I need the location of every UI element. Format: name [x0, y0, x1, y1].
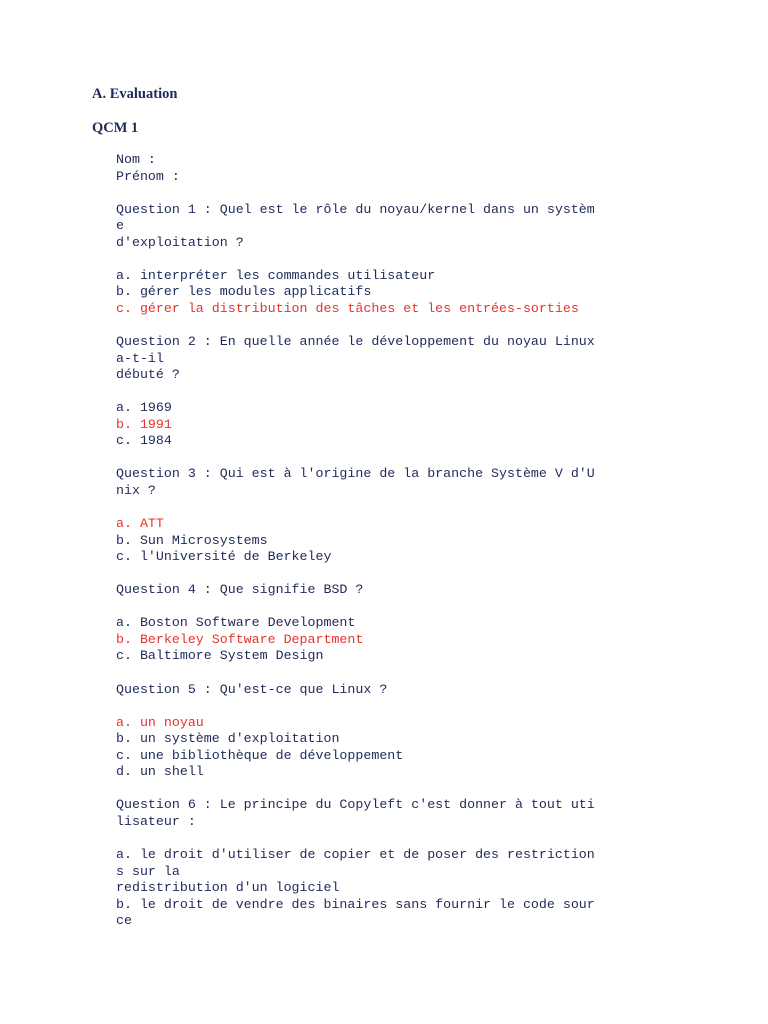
text-line: ce: [116, 913, 132, 929]
blank-line: [116, 665, 696, 682]
text-line: s sur la: [116, 863, 180, 879]
answer-option-line: c. 1984: [116, 433, 172, 449]
blank-line: [116, 698, 696, 715]
answer-option-line: c. l'Université de Berkeley: [116, 549, 332, 565]
blank-line: [116, 781, 696, 798]
correct-answer-line: a. ATT: [116, 516, 164, 532]
question-line: Question 6 : Le principe du Copyleft c'est donner à tout uti: [116, 797, 595, 813]
answer-option-line: c. Baltimore System Design: [116, 648, 324, 664]
answer-option-line: a. interpréter les commandes utilisateur: [116, 267, 436, 283]
question-line: Question 1 : Quel est le rôle du noyau/kernel dans un systèm: [116, 201, 595, 217]
text-line: a-t-il: [116, 350, 164, 366]
blank-line: [116, 830, 696, 847]
answer-option-line: b. gérer les modules applicatifs: [116, 284, 372, 300]
correct-answer-line: a. un noyau: [116, 714, 204, 730]
blank-line: [116, 185, 696, 202]
answer-option-line: b. le droit de vendre des binaires sans fournir le code sour: [116, 896, 595, 912]
question-line: Question 2 : En quelle année le développement du noyau Linux: [116, 334, 595, 350]
text-line: nix ?: [116, 482, 156, 498]
correct-answer-line: b. Berkeley Software Department: [116, 631, 364, 647]
text-line: redistribution d'un logiciel: [116, 880, 340, 896]
text-line: lisateur :: [116, 813, 196, 829]
blank-line: [116, 566, 696, 583]
blank-line: [116, 384, 696, 401]
question-line: Question 4 : Que signifie BSD ?: [116, 582, 364, 598]
blank-line: [116, 251, 696, 268]
question-line: Question 5 : Qu'est-ce que Linux ?: [116, 681, 388, 697]
answer-option-line: b. un système d'exploitation: [116, 731, 340, 747]
answer-option-line: a. 1969: [116, 400, 172, 416]
text-line: e: [116, 218, 124, 234]
text-line: d'exploitation ?: [116, 234, 244, 250]
prenom-field-label: Prénom :: [116, 168, 180, 184]
nom-field-label: Nom :: [116, 152, 156, 167]
answer-option-line: d. un shell: [116, 764, 204, 780]
answer-option-line: c. une bibliothèque de développement: [116, 747, 404, 763]
correct-answer-line: b. 1991: [116, 416, 172, 432]
blank-line: [116, 599, 696, 616]
answer-option-line: a. Boston Software Development: [116, 615, 356, 631]
quiz-heading: QCM 1: [92, 120, 139, 136]
blank-line: [116, 499, 696, 516]
section-heading: A. Evaluation: [92, 86, 178, 102]
blank-line: [116, 317, 696, 334]
answer-option-line: a. le droit d'utiliser de copier et de poser des restriction: [116, 846, 595, 862]
text-line: débuté ?: [116, 367, 180, 383]
answer-option-line: b. Sun Microsystems: [116, 532, 268, 548]
quiz-body: [116, 152, 696, 930]
correct-answer-line: c. gérer la distribution des tâches et les entrées-sorties: [116, 300, 579, 316]
blank-line: [116, 450, 696, 467]
question-line: Question 3 : Qui est à l'origine de la branche Système V d'U: [116, 466, 595, 482]
